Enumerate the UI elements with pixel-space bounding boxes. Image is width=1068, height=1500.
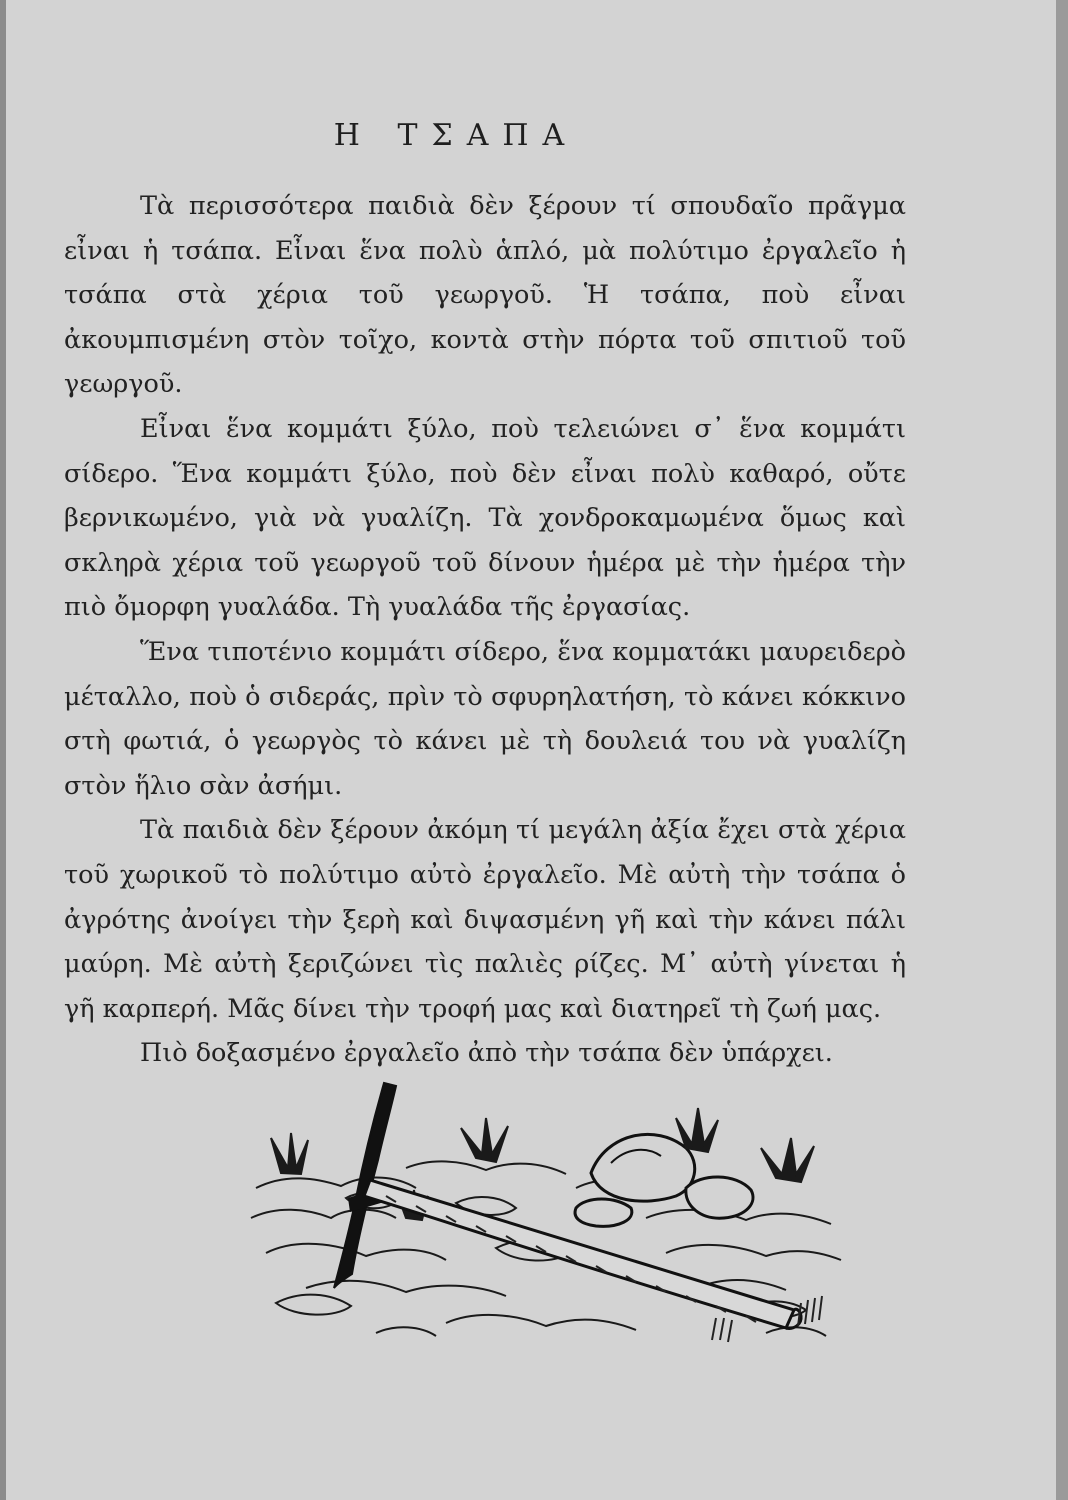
paragraph-3: Ἕνα τιποτένιο κομμάτι σίδερο, ἕνα κομματάκι μαυρειδερὸ μέταλλο, ποὺ ὁ σιδεράς, πρὶν τὸ σφυρηλατήση, τὸ κάνει κόκκινο στὴ φωτιά, ὁ γεωργὸς τὸ κάνει μὲ τὴ δουλειά του νὰ γυαλίζη στὸν ἥλιο σὰν ἀσήμι. <box>64 636 906 801</box>
body-text <box>64 184 906 1076</box>
paragraph-1: Τὰ περισσότερα παιδιὰ δὲν ξέρουν τί σπουδαῖο πρᾶγμα εἶναι ἡ τσάπα. Εἶναι ἕνα πολὺ ἁπλό, μὰ πολύτιμο ἐργαλεῖο ἡ τσάπα στὰ χέρια τοῦ γεωργοῦ. Ἡ τσάπα, ποὺ εἶναι ἀκουμπισμένη στὸν τοῖχο, κοντὰ στὴν πόρτα τοῦ σπιτιοῦ τοῦ γεωργοῦ. <box>64 191 906 400</box>
page-title: Η ΤΣΑΠΑ <box>333 118 579 153</box>
book-page <box>6 0 1056 1500</box>
page-edge <box>1056 0 1068 1500</box>
paragraph-4: Τὰ παιδιὰ δὲν ξέρουν ἀκόμη τί μεγάλη ἀξία ἔχει στὰ χέρια τοῦ χωρικοῦ τὸ πολύτιμο αὐτὸ ἐργαλεῖο. Μὲ αὐτὴ τὴν τσάπα ὁ ἀγρότης ἀνοίγει τὴν ξερὴ καὶ διψασμένη γῆ καὶ τὴν κάνει πάλι μαύρη. Μὲ αὐτὴ ξεριζώνει τὶς παλιὲς ρίζες. Μ᾽ αὐτὴ γίνεται ἡ γῆ καρπερή. Μᾶς δίνει τὴν τροφή μας καὶ διατηρεῖ τὴ ζωή μας. <box>64 815 906 1024</box>
paragraph-5: Πιὸ δοξασμένο ἐργαλεῖο ἀπὸ τὴν τσάπα δὲν ὑπάρχει. <box>140 1038 833 1069</box>
hoe-illustration <box>246 1078 846 1358</box>
paragraph-2: Εἶναι ἕνα κομμάτι ξύλο, ποὺ τελειώνει σ᾽ ἕνα κομμάτι σίδερο. Ἕνα κομμάτι ξύλο, ποὺ δὲν εἶναι πολὺ καθαρό, οὔτε βερνικωμένο, γιὰ νὰ γυαλίζη. Τὰ χονδροκαμωμένα ὅμως καὶ σκληρὰ χέρια τοῦ γεωργοῦ τοῦ δίνουν ἡμέρα μὲ τὴν ἡμέρα τὴν πιὸ ὄμορφη γυαλάδα. Τὴ γυαλάδα τῆς ἐργασίας. <box>64 413 906 623</box>
